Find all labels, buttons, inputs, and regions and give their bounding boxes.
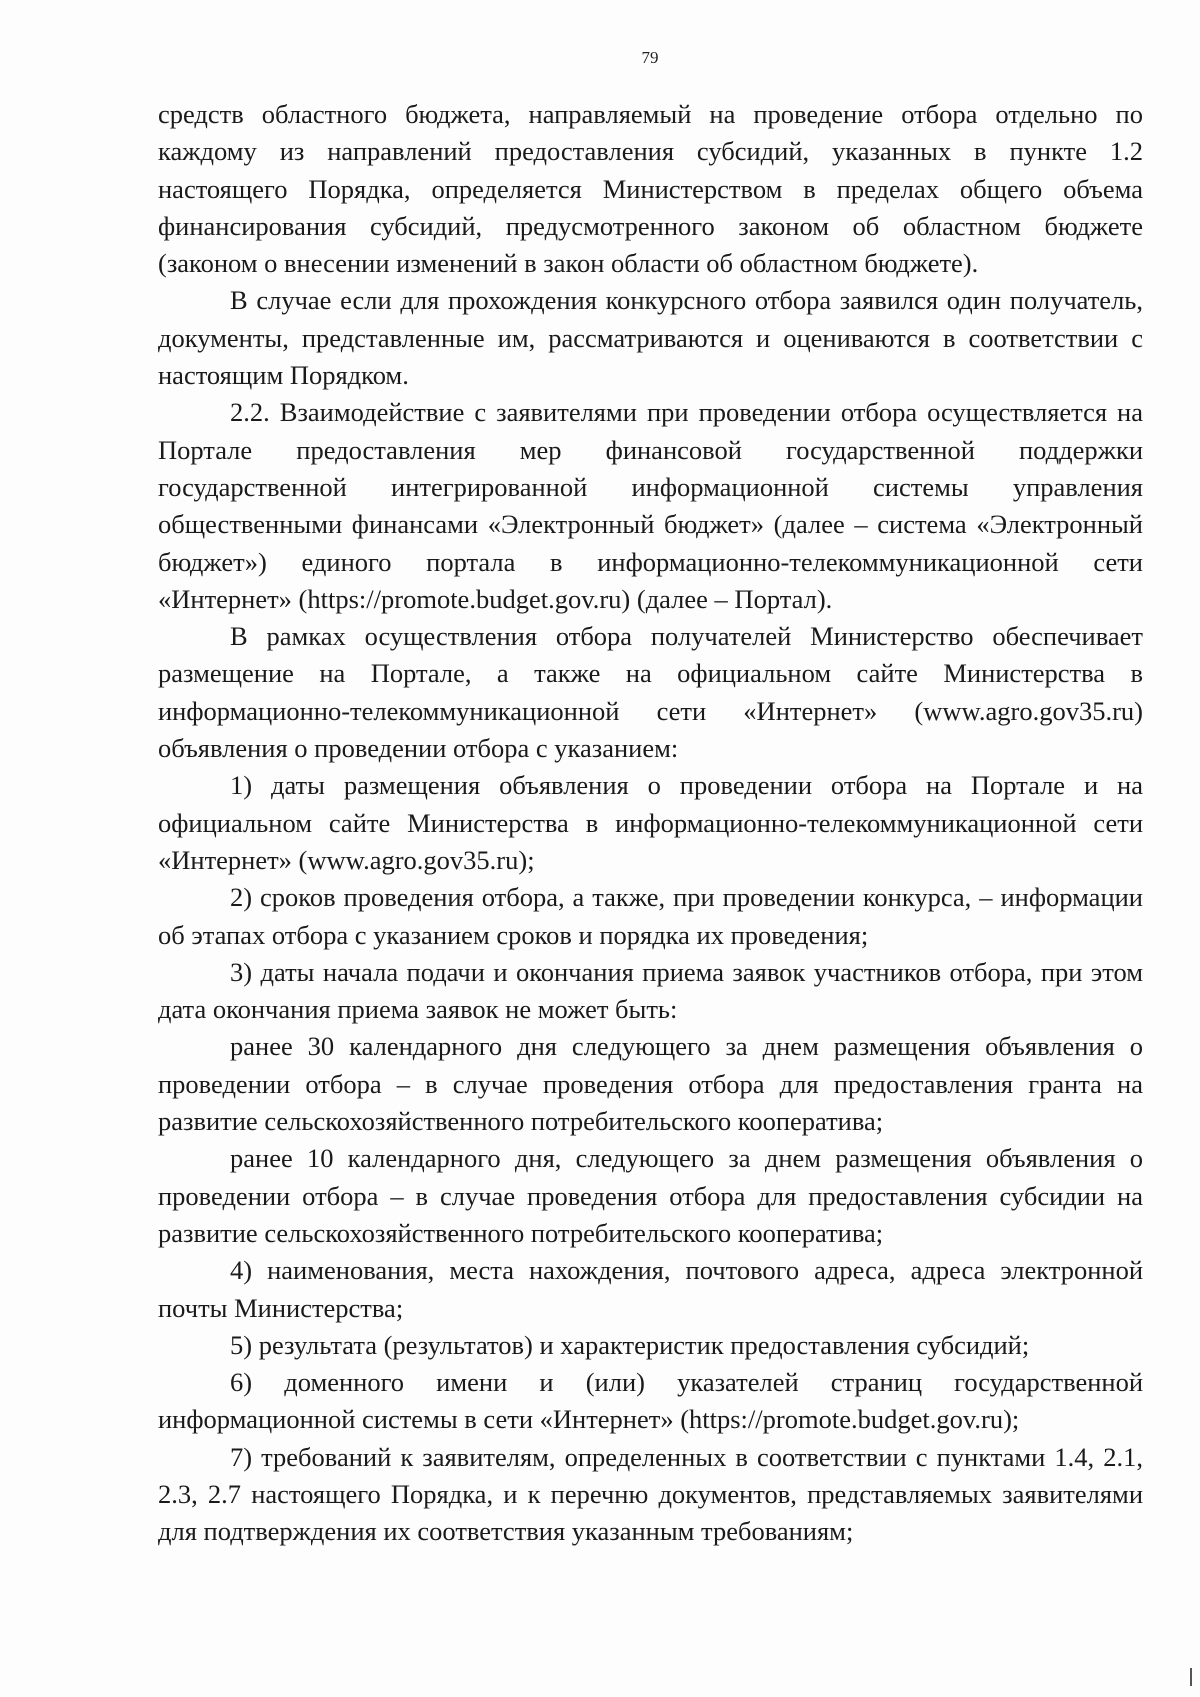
- document-body: [158, 96, 1143, 1551]
- paragraph: 2.2. Взаимодействие с заявителями при проведении отбора осуществляется на Портале предоставления мер финансовой государственной поддержки государственной интегрированной информационной системы управления общественными финансами «Электронный бюджет» (далее – система «Электронный бюджет») единого портала в информационно-телекоммуникационной сети «Интернет» (https://promote.budget.gov.ru) (далее – Портал).: [158, 397, 1143, 614]
- list-item: 5) результата (результатов) и характеристик предоставления субсидий;: [230, 1329, 1030, 1360]
- list-item: 2) сроков проведения отбора, а также, при проведении конкурса, – информации об этапах отбора с указанием сроков и порядка их проведения;: [158, 882, 1143, 950]
- scan-artifact-mark: [1190, 1668, 1192, 1686]
- list-item: 1) даты размещения объявления о проведении отбора на Портале и на официальном сайте Министерства в информационно-телекоммуникационной сети «Интернет» (www.agro.gov35.ru);: [158, 770, 1143, 875]
- paragraph: В случае если для прохождения конкурсного отбора заявился один получатель, документы, представленные им, рассматриваются и оцениваются в соответствии с настоящим Порядком.: [158, 285, 1143, 391]
- list-subitem: ранее 10 календарного дня, следующего за днем размещения объявления о проведении отбора – в случае проведения отбора для предоставления субсидии на развитие сельскохозяйственного потребительского кооператива;: [158, 1143, 1143, 1248]
- list-item: 4) наименования, места нахождения, почтового адреса, адреса электронной почты Министерства;: [158, 1255, 1143, 1323]
- page-number: 79: [641, 48, 659, 67]
- paragraph: В рамках осуществления отбора получателей Министерство обеспечивает размещение на Портале, а также на официальном сайте Министерства в информационно-телекоммуникационной сети «Интернет» (www.agro.gov35.ru) объявления о проведении отбора с указанием:: [158, 621, 1143, 764]
- list-subitem: ранее 30 календарного дня следующего за днем размещения объявления о проведении отбора – в случае проведения отбора для предоставления гранта на развитие сельскохозяйственного потребительского кооператива;: [158, 1031, 1143, 1137]
- list-item: 6) доменного имени и (или) указателей страниц государственной информационной системы в сети «Интернет» (https://promote.budget.gov.ru);: [158, 1367, 1143, 1435]
- paragraph: средств областного бюджета, направляемый на проведение отбора отдельно по каждому из направлений предоставления субсидий, указанных в пункте 1.2 настоящего Порядка, определяется Министерством в пределах общего объема финансирования субсидий, предусмотренного законом об областном бюджете (законом о внесении изменений в закон области об областном бюджете).: [158, 99, 1143, 279]
- list-item: 3) даты начала подачи и окончания приема заявок участников отбора, при этом дата окончания приема заявок не может быть:: [158, 956, 1143, 1025]
- list-item: 7) требований к заявителям, определенных в соответствии с пунктами 1.4, 2.1, 2.3, 2.7 настоящего Порядка, и к перечню документов, представляемых заявителями для подтверждения их соответствия указанным требованиям;: [158, 1441, 1143, 1547]
